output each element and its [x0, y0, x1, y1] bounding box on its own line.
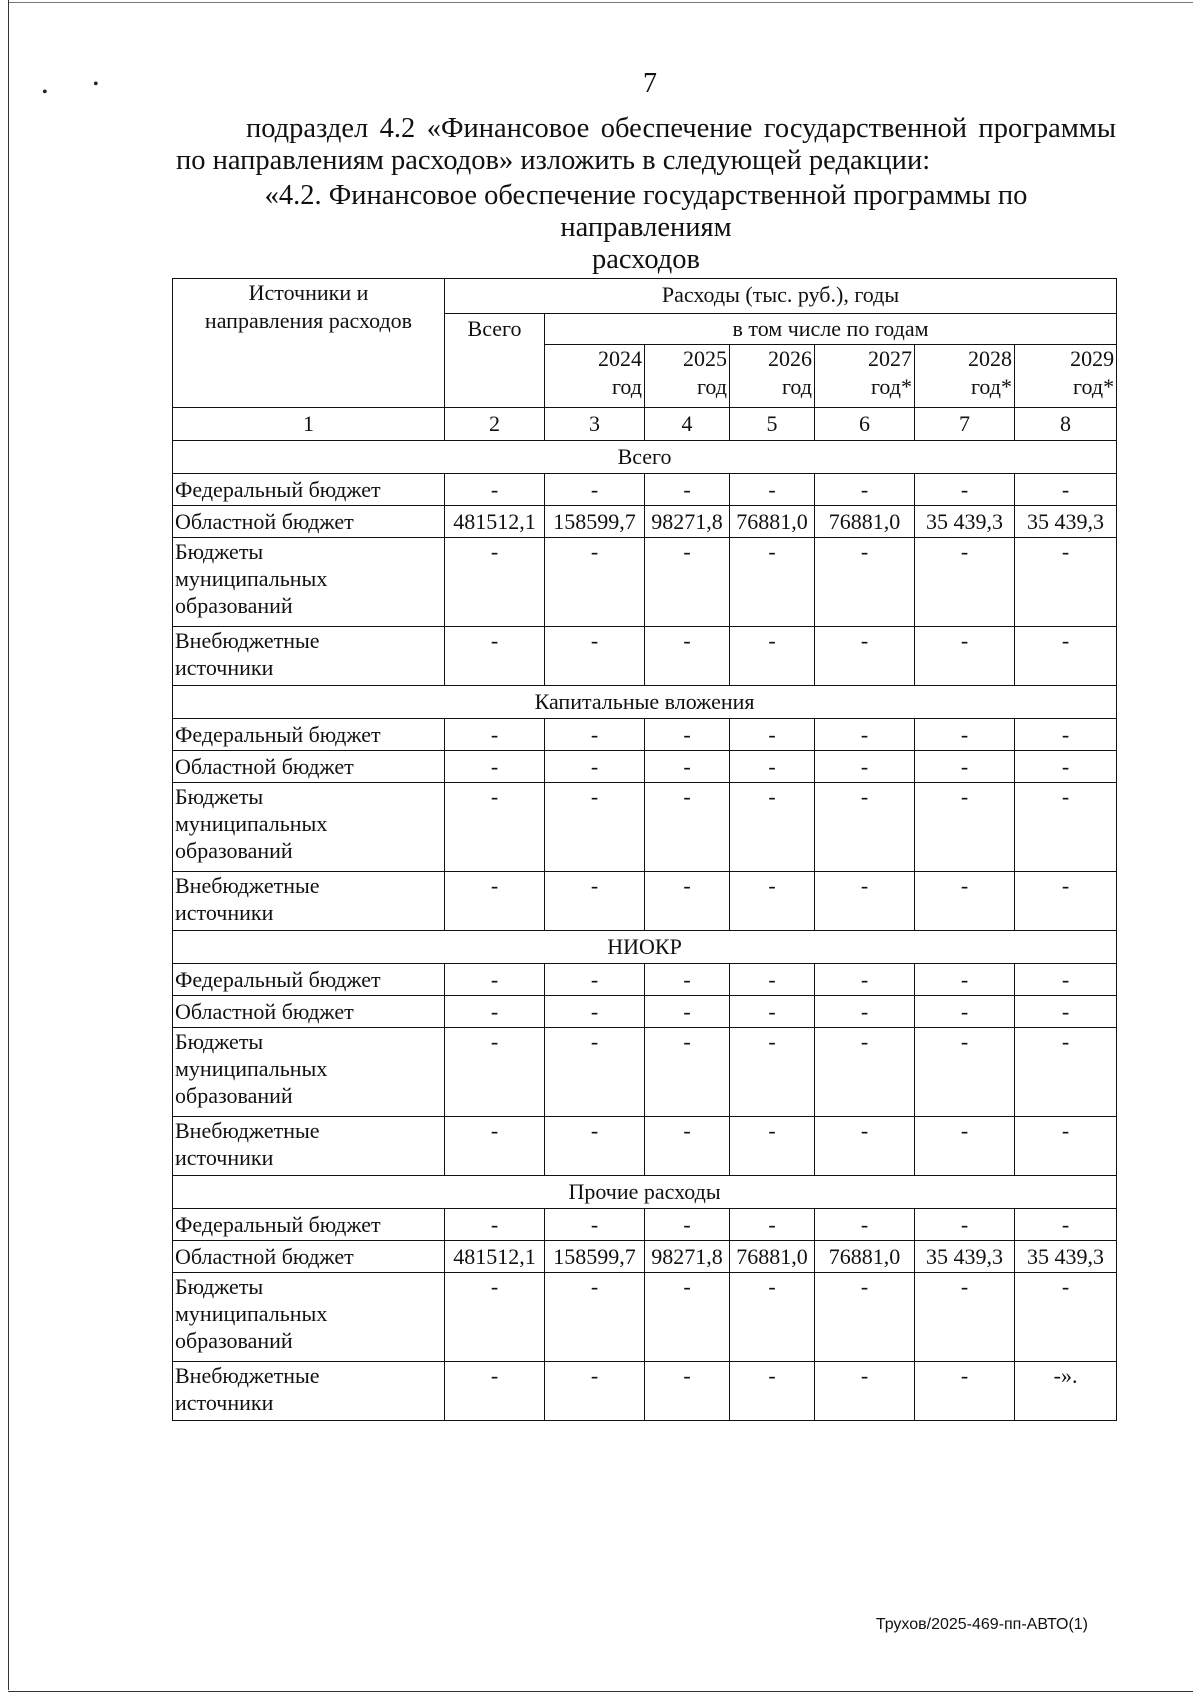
value-cell: - — [730, 719, 815, 751]
value-cell: - — [915, 996, 1015, 1028]
value-cell: - — [915, 1117, 1015, 1176]
value-cell: 76881,0 — [815, 506, 915, 538]
row-label: Областной бюджет — [173, 996, 445, 1028]
value-cell: - — [645, 751, 730, 783]
table-row — [173, 996, 1117, 1028]
value-cell: - — [545, 1362, 645, 1421]
value-cell: 98271,8 — [645, 1241, 730, 1273]
value-cell: - — [1015, 996, 1117, 1028]
intro-text: подраздел 4.2 «Финансовое обеспечение государственной программы по направлениям расходов» изложить в следующей редакции: — [176, 113, 1116, 176]
value-cell: - — [445, 719, 545, 751]
value-cell: - — [445, 783, 545, 872]
table-row — [173, 627, 1117, 686]
value-cell: - — [545, 1028, 645, 1117]
table-row — [173, 719, 1117, 751]
value-cell: - — [1015, 538, 1117, 627]
header-expenses: Расходы (тыс. руб.), годы — [445, 279, 1117, 314]
value-cell: - — [545, 1209, 645, 1241]
value-cell: - — [730, 1273, 815, 1362]
header-year: 2024 год — [545, 345, 645, 408]
value-cell: 35 439,3 — [915, 1241, 1015, 1273]
value-cell: - — [1015, 627, 1117, 686]
value-cell: - — [730, 996, 815, 1028]
column-number: 8 — [1015, 408, 1117, 441]
value-cell: - — [730, 783, 815, 872]
value-cell: - — [730, 964, 815, 996]
value-cell: - — [815, 1117, 915, 1176]
row-label: Бюджеты муниципальных образований — [173, 1273, 445, 1362]
value-cell: - — [815, 538, 915, 627]
value-cell: - — [645, 474, 730, 506]
value-cell: - — [815, 872, 915, 931]
value-cell: - — [915, 751, 1015, 783]
value-cell: - — [445, 538, 545, 627]
header-year: 2026 год — [730, 345, 815, 408]
value-cell: - — [730, 1209, 815, 1241]
value-cell: - — [815, 627, 915, 686]
value-cell: - — [545, 751, 645, 783]
value-cell: - — [645, 719, 730, 751]
table-row — [173, 872, 1117, 931]
value-cell: - — [915, 1028, 1015, 1117]
value-cell: 481512,1 — [445, 1241, 545, 1273]
value-cell: - — [545, 474, 645, 506]
page-border-bottom — [8, 1691, 1193, 1692]
value-cell: - — [915, 1209, 1015, 1241]
value-cell: - — [1015, 1028, 1117, 1117]
value-cell: - — [645, 627, 730, 686]
table-row — [173, 1273, 1117, 1362]
value-cell: - — [545, 783, 645, 872]
row-label: Областной бюджет — [173, 1241, 445, 1273]
header-total: Всего — [445, 314, 545, 408]
value-cell: - — [730, 751, 815, 783]
value-cell: - — [915, 1273, 1015, 1362]
row-label: Бюджеты муниципальных образований — [173, 783, 445, 872]
value-cell: - — [730, 538, 815, 627]
value-cell: - — [730, 474, 815, 506]
value-cell: - — [645, 1273, 730, 1362]
row-label: Внебюджетные источники — [173, 1117, 445, 1176]
group-title: НИОКР — [173, 931, 1117, 964]
column-number: 3 — [545, 408, 645, 441]
group-title: Всего — [173, 441, 1117, 474]
value-cell: - — [445, 474, 545, 506]
value-cell: 76881,0 — [730, 1241, 815, 1273]
table-row — [173, 1241, 1117, 1273]
value-cell: - — [915, 627, 1015, 686]
value-cell: - — [445, 872, 545, 931]
table-row — [173, 1028, 1117, 1117]
value-cell: -». — [1015, 1362, 1117, 1421]
intro-paragraph — [176, 113, 1116, 177]
value-cell: - — [445, 751, 545, 783]
value-cell: - — [445, 1028, 545, 1117]
header-year: 2027 год* — [815, 345, 915, 408]
value-cell: - — [915, 474, 1015, 506]
value-cell: - — [815, 1273, 915, 1362]
row-label: Федеральный бюджет — [173, 964, 445, 996]
column-number: 1 — [173, 408, 445, 441]
value-cell: - — [730, 1117, 815, 1176]
section-title-line: «4.2. Финансовое обеспечение государственной программы по направлениям — [264, 180, 1028, 243]
value-cell: - — [445, 1273, 545, 1362]
value-cell: - — [730, 1362, 815, 1421]
value-cell: - — [815, 964, 915, 996]
value-cell: - — [645, 872, 730, 931]
value-cell: - — [545, 996, 645, 1028]
group-title: Прочие расходы — [173, 1176, 1117, 1209]
table-row — [173, 1117, 1117, 1176]
header-year: 2028 год* — [915, 345, 1015, 408]
value-cell: - — [445, 627, 545, 686]
value-cell: - — [545, 964, 645, 996]
value-cell: - — [1015, 1209, 1117, 1241]
column-number: 4 — [645, 408, 730, 441]
value-cell: - — [645, 1117, 730, 1176]
value-cell: - — [445, 996, 545, 1028]
value-cell: - — [815, 996, 915, 1028]
value-cell: - — [645, 538, 730, 627]
row-label: Федеральный бюджет — [173, 474, 445, 506]
row-label: Областной бюджет — [173, 506, 445, 538]
value-cell: - — [545, 872, 645, 931]
header-by-years: в том числе по годам — [545, 314, 1117, 345]
scan-mark: • — [93, 76, 99, 93]
table-row — [173, 964, 1117, 996]
value-cell: - — [1015, 783, 1117, 872]
page-border-left — [8, 0, 9, 1690]
value-cell: - — [545, 1273, 645, 1362]
header-year: 2029 год* — [1015, 345, 1117, 408]
column-number: 5 — [730, 408, 815, 441]
value-cell: - — [1015, 1117, 1117, 1176]
value-cell: 76881,0 — [815, 1241, 915, 1273]
value-cell: - — [915, 964, 1015, 996]
row-label: Внебюджетные источники — [173, 627, 445, 686]
value-cell: - — [545, 538, 645, 627]
header-sources: Источники и направления расходов — [173, 279, 445, 408]
value-cell: - — [445, 1362, 545, 1421]
column-number: 7 — [915, 408, 1015, 441]
value-cell: - — [915, 719, 1015, 751]
value-cell: - — [445, 1209, 545, 1241]
value-cell: - — [915, 1362, 1015, 1421]
financing-table — [172, 278, 1117, 1421]
value-cell: - — [815, 1028, 915, 1117]
row-label: Внебюджетные источники — [173, 872, 445, 931]
value-cell: 158599,7 — [545, 1241, 645, 1273]
value-cell: - — [645, 783, 730, 872]
scan-mark: • — [42, 84, 48, 101]
value-cell: - — [645, 996, 730, 1028]
value-cell: - — [815, 474, 915, 506]
value-cell: - — [1015, 1273, 1117, 1362]
value-cell: - — [445, 1117, 545, 1176]
value-cell: - — [1015, 719, 1117, 751]
row-label: Бюджеты муниципальных образований — [173, 1028, 445, 1117]
value-cell: - — [545, 627, 645, 686]
table-row — [173, 783, 1117, 872]
table-row — [173, 1209, 1117, 1241]
row-label: Федеральный бюджет — [173, 719, 445, 751]
value-cell: - — [815, 751, 915, 783]
document-code: Трухов/2025-469-пп-АВТО(1) — [875, 1616, 1088, 1633]
value-cell: - — [815, 783, 915, 872]
value-cell: - — [645, 964, 730, 996]
value-cell: 35 439,3 — [915, 506, 1015, 538]
value-cell: 158599,7 — [545, 506, 645, 538]
column-number: 2 — [445, 408, 545, 441]
value-cell: - — [730, 1028, 815, 1117]
value-cell: - — [545, 1117, 645, 1176]
group-title: Капитальные вложения — [173, 686, 1117, 719]
value-cell: - — [1015, 751, 1117, 783]
value-cell: - — [1015, 964, 1117, 996]
row-label: Внебюджетные источники — [173, 1362, 445, 1421]
value-cell: - — [1015, 474, 1117, 506]
table-row — [173, 751, 1117, 783]
column-number: 6 — [815, 408, 915, 441]
value-cell: - — [545, 719, 645, 751]
value-cell: - — [815, 719, 915, 751]
row-label: Федеральный бюджет — [173, 1209, 445, 1241]
value-cell: 76881,0 — [730, 506, 815, 538]
row-label: Бюджеты муниципальных образований — [173, 538, 445, 627]
value-cell: 481512,1 — [445, 506, 545, 538]
header-year: 2025 год — [645, 345, 730, 408]
value-cell: - — [915, 783, 1015, 872]
value-cell: 35 439,3 — [1015, 1241, 1117, 1273]
section-title-line: расходов — [592, 244, 700, 275]
value-cell: - — [915, 872, 1015, 931]
section-title — [176, 180, 1116, 276]
value-cell: 98271,8 — [645, 506, 730, 538]
value-cell: - — [645, 1028, 730, 1117]
table-row — [173, 474, 1117, 506]
value-cell: - — [445, 964, 545, 996]
value-cell: 35 439,3 — [1015, 506, 1117, 538]
value-cell: - — [915, 538, 1015, 627]
page-border-top — [8, 2, 1193, 3]
value-cell: - — [730, 627, 815, 686]
table-row — [173, 1362, 1117, 1421]
table-row — [173, 538, 1117, 627]
table-row — [173, 506, 1117, 538]
value-cell: - — [645, 1209, 730, 1241]
value-cell: - — [730, 872, 815, 931]
value-cell: - — [1015, 872, 1117, 931]
value-cell: - — [815, 1362, 915, 1421]
value-cell: - — [815, 1209, 915, 1241]
value-cell: - — [645, 1362, 730, 1421]
row-label: Областной бюджет — [173, 751, 445, 783]
page-number: 7 — [643, 68, 657, 99]
